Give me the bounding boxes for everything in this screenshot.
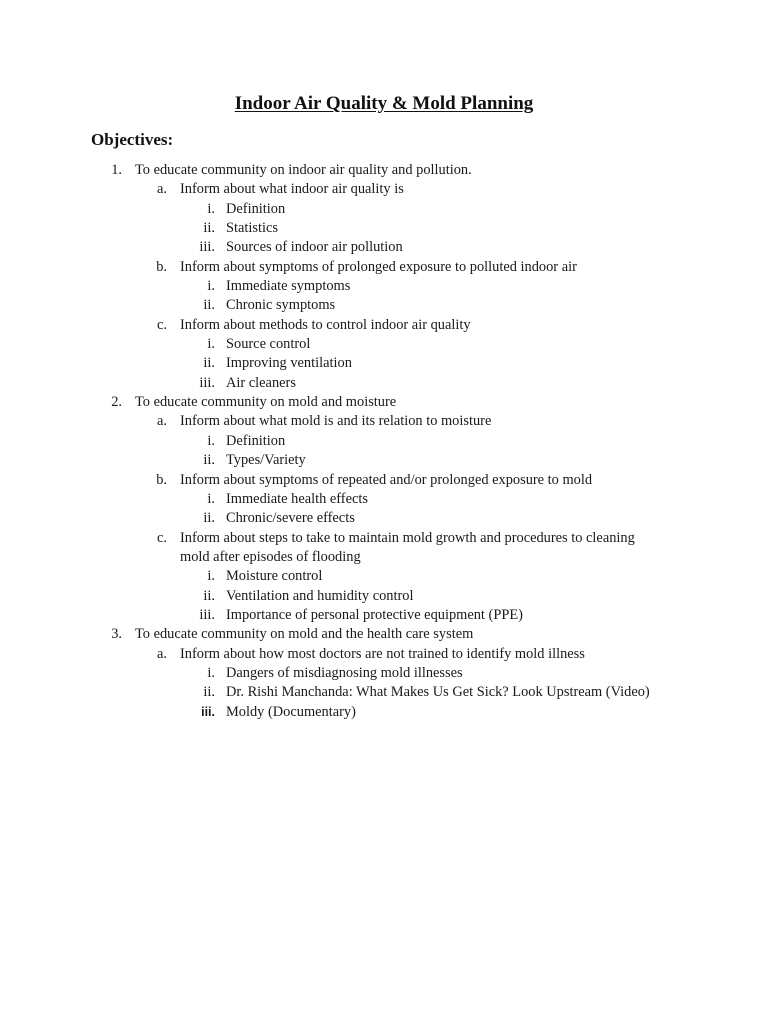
- list-marker: c.: [157, 316, 167, 333]
- list-marker: i.: [207, 432, 215, 449]
- list-marker: iii.: [199, 606, 215, 623]
- list-marker: 3.: [111, 626, 122, 643]
- objectives-outline: [0, 161, 768, 722]
- list-text: Chronic symptoms: [226, 297, 336, 314]
- list-marker: i.: [207, 490, 215, 507]
- sub-objective-item: [0, 412, 768, 431]
- list-text: Statistics: [226, 220, 278, 237]
- list-text: Inform about steps to take to maintain mold growth and procedures to cleaning: [180, 529, 635, 546]
- detail-item: [0, 509, 768, 528]
- list-text: Inform about how most doctors are not trained to identify mold illness: [180, 645, 585, 662]
- sub-objective-item: [0, 471, 768, 490]
- objective-item: [0, 161, 768, 180]
- sub-objective-item: [0, 529, 768, 548]
- list-marker: 2.: [111, 394, 122, 411]
- list-text: mold after episodes of flooding: [180, 548, 361, 565]
- sub-objective-item: [0, 645, 768, 664]
- list-marker: a.: [157, 645, 167, 662]
- objective-item: [0, 625, 768, 644]
- list-marker: a.: [157, 413, 167, 430]
- list-marker: ii.: [203, 297, 215, 314]
- list-text: To educate community on mold and the health care system: [135, 626, 474, 643]
- list-text: Inform about methods to control indoor air quality: [180, 316, 471, 333]
- list-text: Chronic/severe effects: [226, 510, 355, 527]
- list-marker: 1.: [111, 162, 122, 178]
- objective-item: [0, 393, 768, 412]
- list-marker: iii.: [199, 239, 215, 256]
- list-text: Sources of indoor air pollution: [226, 239, 403, 256]
- sub-objective-continuation: [0, 548, 768, 567]
- list-marker: ii.: [203, 587, 215, 604]
- list-marker: ii.: [203, 355, 215, 372]
- detail-item: [0, 354, 768, 373]
- list-marker: i.: [207, 568, 215, 585]
- list-marker: ii.: [203, 684, 215, 701]
- list-marker: ii.: [203, 220, 215, 237]
- list-text: Ventilation and humidity control: [226, 587, 414, 604]
- list-text: Moldy (Documentary): [226, 703, 356, 720]
- detail-item: [0, 277, 768, 296]
- list-marker: i.: [207, 664, 215, 681]
- detail-item: [0, 490, 768, 509]
- list-text: Inform about symptoms of repeated and/or prolonged exposure to mold: [180, 471, 593, 488]
- list-text: Immediate health effects: [226, 490, 368, 507]
- detail-item: [0, 703, 768, 722]
- list-marker: a.: [157, 181, 167, 198]
- list-marker: b.: [156, 471, 167, 488]
- detail-item: [0, 219, 768, 238]
- list-text: Inform about what indoor air quality is: [180, 181, 404, 198]
- list-text: Immediate symptoms: [226, 278, 351, 295]
- list-text: Types/Variety: [226, 452, 306, 469]
- list-text: Dangers of misdiagnosing mold illnesses: [226, 664, 463, 681]
- list-marker: iii.: [199, 374, 215, 391]
- detail-item: [0, 567, 768, 586]
- detail-item: [0, 683, 768, 702]
- sub-objective-item: [0, 258, 768, 277]
- list-text: Moisture control: [226, 568, 323, 585]
- list-marker: i.: [207, 278, 215, 295]
- detail-item: [0, 587, 768, 606]
- list-marker: ii.: [203, 510, 215, 527]
- list-text: To educate community on mold and moisture: [135, 394, 397, 411]
- list-marker: ii.: [203, 452, 215, 469]
- list-text: Source control: [226, 336, 311, 353]
- detail-item: [0, 606, 768, 625]
- objectives-heading: Objectives:: [91, 130, 174, 149]
- detail-item: [0, 451, 768, 470]
- sub-objective-item: [0, 316, 768, 335]
- document-title: Indoor Air Quality & Mold Planning: [234, 93, 534, 114]
- list-text: Improving ventilation: [226, 355, 352, 372]
- list-text: To educate community on indoor air quality and pollution.: [135, 162, 472, 178]
- detail-item: [0, 664, 768, 683]
- detail-item: [0, 335, 768, 354]
- list-text: Inform about symptoms of prolonged exposure to polluted indoor air: [180, 258, 577, 275]
- list-marker: c.: [157, 529, 167, 546]
- detail-item: [0, 296, 768, 315]
- list-text: Definition: [226, 432, 286, 449]
- detail-item: [0, 432, 768, 451]
- list-text: Inform about what mold is and its relation to moisture: [180, 413, 492, 430]
- detail-item: [0, 374, 768, 393]
- list-marker: i.: [207, 200, 215, 217]
- detail-item: [0, 238, 768, 257]
- list-text: Definition: [226, 200, 286, 217]
- list-text: Air cleaners: [226, 374, 296, 391]
- detail-item: [0, 200, 768, 219]
- list-marker: i.: [207, 336, 215, 353]
- list-marker: b.: [156, 258, 167, 275]
- list-marker: iii.: [201, 704, 215, 719]
- list-text: Importance of personal protective equipment (PPE): [226, 606, 523, 623]
- sub-objective-item: [0, 180, 768, 199]
- list-text: Dr. Rishi Manchanda: What Makes Us Get Sick? Look Upstream (Video): [226, 684, 650, 701]
